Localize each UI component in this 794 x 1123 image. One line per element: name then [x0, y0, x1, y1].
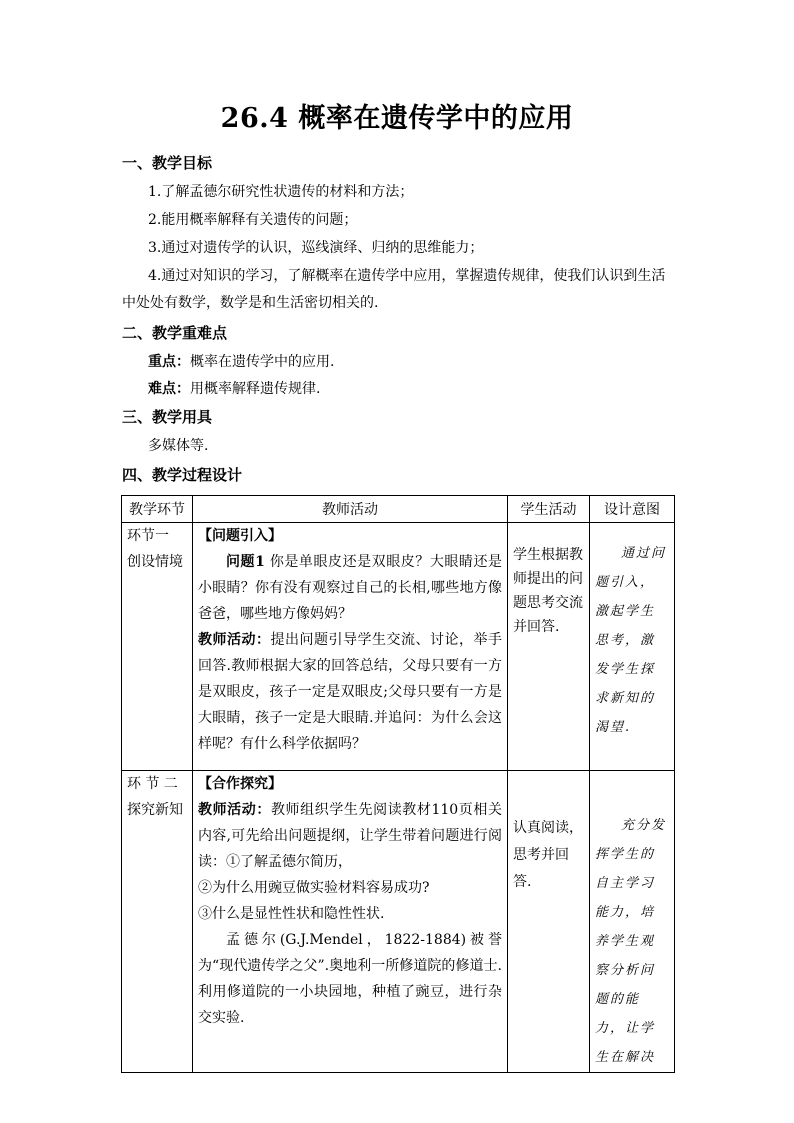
design-intent-text: 通过问题引入，激起学生思考，激发学生探求新知的渴望.: [595, 546, 667, 735]
table-header-row: [122, 496, 675, 523]
teacher-activity-text: 教师组织学生先阅读教材110页相关内容,可先给出问题提纲，让学生带着问题进行阅读：①了解孟德尔简历，: [198, 802, 502, 870]
objective-item: 3.通过对遗传学的认识，巡线演绎、归纳的思维能力；: [148, 240, 484, 256]
teacher-activity-label: 教师活动：: [198, 632, 271, 648]
column-header: 学生活动: [508, 496, 590, 523]
key-point: [148, 348, 334, 376]
teacher-section-label: 【合作探究】: [198, 776, 282, 792]
teacher-activity-paragraph: [198, 797, 502, 875]
stage-line: 创设情境: [127, 554, 183, 570]
page-title: 26.4 概率在遗传学中的应用: [220, 103, 574, 134]
teacher-activity-paragraph: [198, 627, 502, 757]
column-header: 设计意图: [590, 496, 675, 523]
student-activity-text: 学生根据教师提出的问题思考交流并回答.: [513, 547, 583, 635]
process-table: [121, 495, 675, 1073]
teacher-activity-cell: [193, 771, 508, 1073]
stage-line: 环 节 二: [127, 776, 178, 792]
key-point-text: 概率在遗传学中的应用.: [190, 354, 335, 370]
section-heading-key-points: 二、教学重难点: [122, 324, 228, 342]
teacher-activity-cell: [193, 523, 508, 771]
objective-item: 1.了解孟德尔研究性状遗传的材料和方法；: [148, 184, 414, 200]
section-heading-process: 四、教学过程设计: [122, 466, 243, 484]
reading-question: ②为什么用豌豆做实验材料容易成功?: [198, 880, 430, 896]
difficult-point: [148, 375, 320, 403]
table-row: [122, 523, 675, 771]
student-activity-cell: [508, 523, 590, 771]
teacher-activity-text: 提出问题引导学生交流、讨论，举手回答.教师根据大家的回答总结，父母只要有一方是双眼皮，孩子一定是双眼皮;父母只要有一方是大眼睛，孩子一定是大眼睛.并追问：为什么会这样呢？有什么科学依据吗？: [198, 632, 502, 752]
stage-cell: [122, 523, 193, 771]
section-heading-tools: 三、教学用具: [122, 408, 213, 426]
reading-question: ③什么是显性性状和隐性性状.: [198, 906, 385, 922]
stage-cell: [122, 771, 193, 1073]
tools-text: 多媒体等.: [148, 438, 209, 454]
teacher-section-label: 【问题引入】: [198, 528, 282, 544]
table-row: [122, 771, 675, 1073]
stage-line: 探究新知: [127, 802, 183, 818]
student-activity-cell: [508, 771, 590, 1073]
key-point-label: 重点：: [148, 354, 190, 370]
objective-item: 4.通过对知识的学习，了解概率在遗传学中应用，掌握遗传规律，使我们认识到生活: [148, 268, 666, 284]
student-activity-text: 认真阅读，思考并回答.: [513, 820, 583, 890]
question-paragraph: [198, 549, 502, 627]
design-intent-text: 充分发挥学生的自主学习能力，培养学生观察分析问题的能力，让学生在解决: [595, 818, 667, 1065]
section-heading-objectives: 一、教学目标: [122, 154, 213, 172]
design-intent-cell: [590, 771, 675, 1073]
design-intent-cell: [590, 523, 675, 771]
column-header: 教师活动: [193, 496, 508, 523]
stage-line: 环节一: [127, 528, 169, 544]
difficult-point-label: 难点：: [148, 381, 190, 397]
mendel-paragraph: 孟德尔(G.J.Mendel，1822-1884)被誉为“现代遗传学之父”.奥地利一所修道院的修道士.利用修道院的一小块园地，种植了豌豆，进行杂交实验.: [198, 932, 502, 1026]
objective-item: 2.能用概率解释有关遗传的问题；: [148, 212, 358, 228]
question-label: 问题1: [226, 554, 265, 570]
column-header: 教学环节: [122, 496, 193, 523]
question-text: 你是单眼皮还是双眼皮？大眼睛还是小眼睛？你有没有观察过自己的长相,哪些地方像爸爸，哪些地方像妈妈？: [198, 554, 503, 622]
objective-item: 中处处有数学，数学是和生活密切相关的.: [122, 295, 379, 311]
teacher-activity-label: 教师活动：: [198, 802, 271, 818]
difficult-point-text: 用概率解释遗传规律.: [190, 381, 321, 397]
